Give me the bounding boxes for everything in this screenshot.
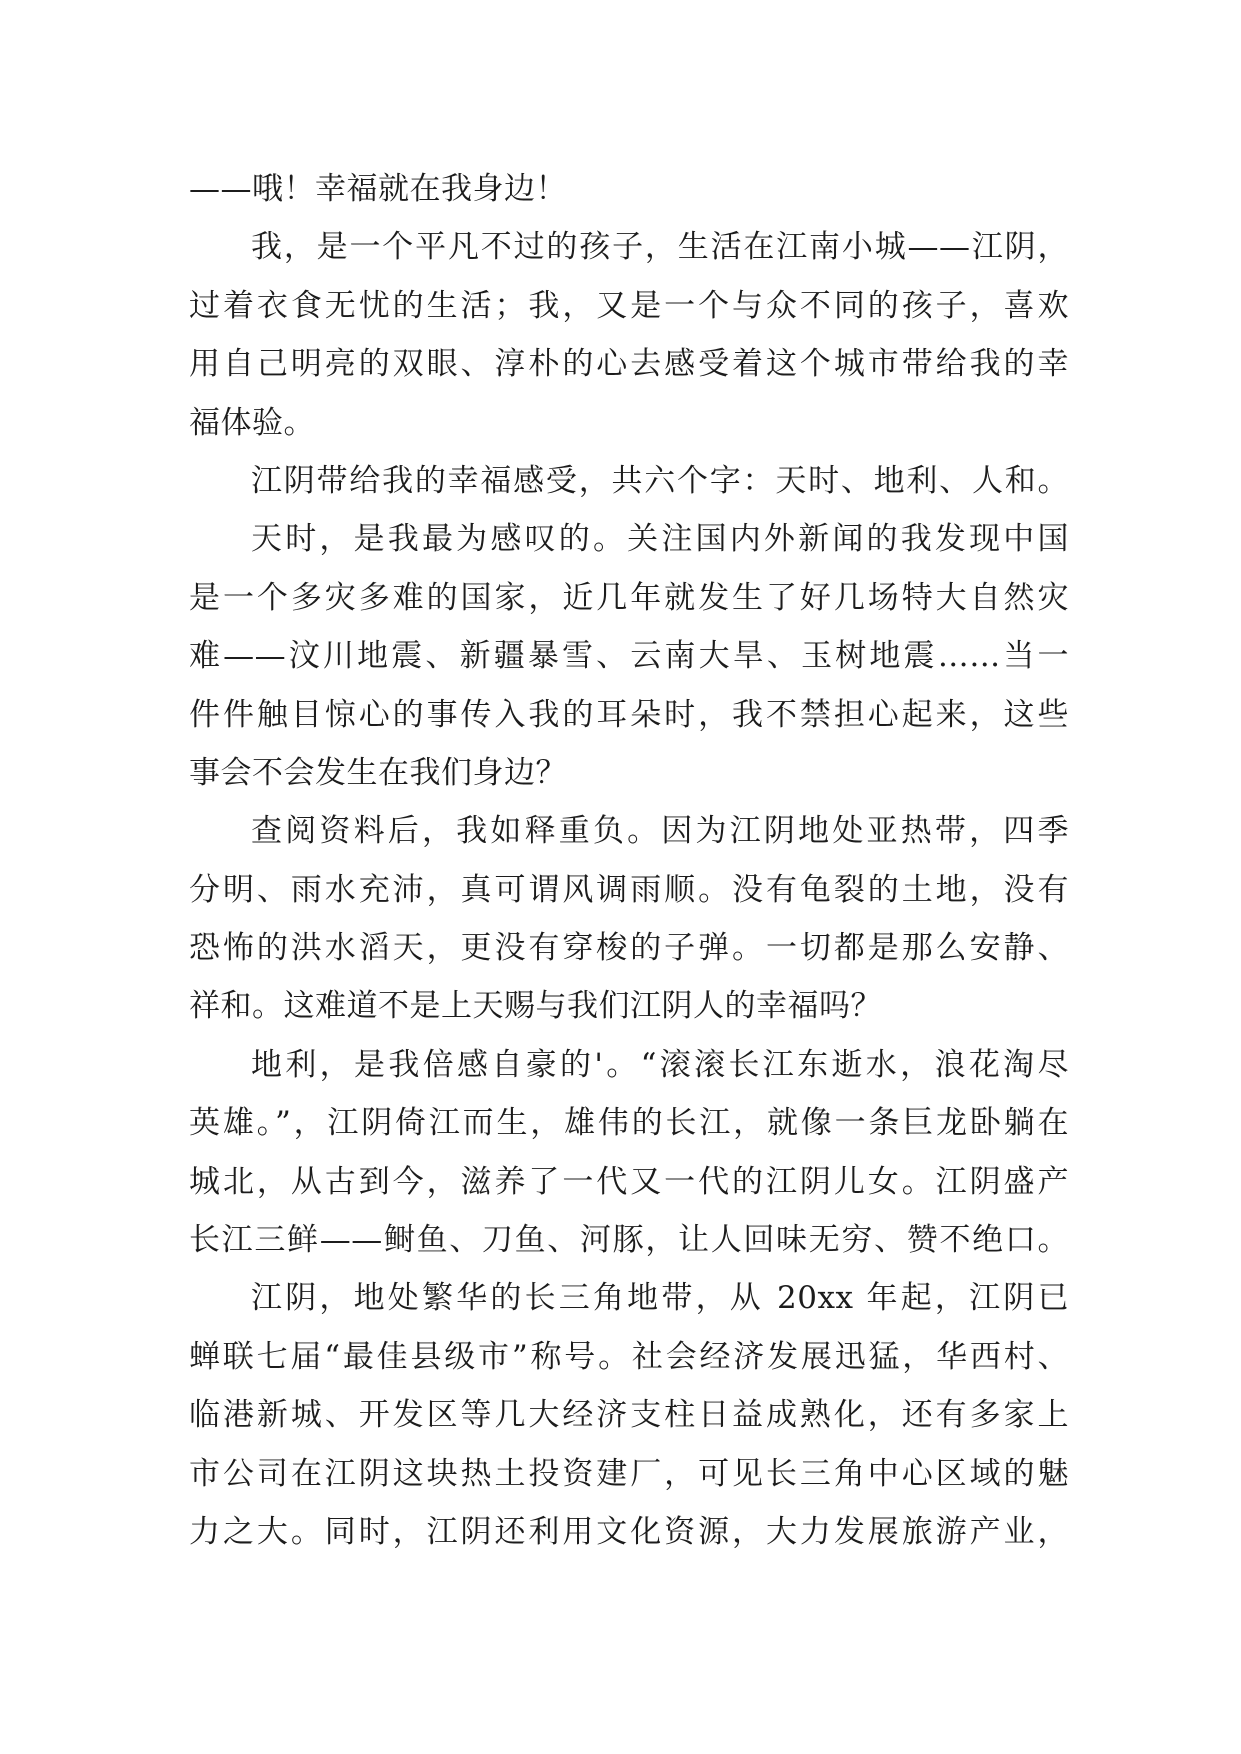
text-line: 天时，是我最为感叹的。关注国内外新闻的我发现中国 (251, 521, 1069, 558)
text-line: 恐怖的洪水滔天，更没有穿梭的子弹。一切都是那么安静、 (189, 930, 1069, 967)
text-line: 难——汶川地震、新疆暴雪、云南大旱、玉树地震……当一 (189, 638, 1069, 675)
text-line: 江阴带给我的幸福感受，共六个字：天时、地利、人和。 (251, 462, 1069, 499)
text-line: 市公司在江阴这块热土投资建厂，可见长三角中心区域的魅 (189, 1455, 1069, 1492)
text-line: 用自己明亮的双眼、淳朴的心去感受着这个城市带给我的幸 (189, 346, 1069, 383)
text-line: 查阅资料后，我如释重负。因为江阴地处亚热带，四季 (251, 813, 1069, 850)
text-line: 城北，从古到今，滋养了一代又一代的江阴儿女。江阴盛产 (189, 1163, 1069, 1200)
text-line: 英雄。”，江阴倚江而生，雄伟的长江，就像一条巨龙卧躺在 (189, 1105, 1069, 1142)
text-line: 长江三鲜——鲥鱼、刀鱼、河豚，让人回味无穷、赞不绝口。 (189, 1222, 1069, 1259)
text-line: 分明、雨水充沛，真可谓风调雨顺。没有龟裂的土地，没有 (189, 871, 1069, 908)
text-line: 福体验。 (189, 404, 315, 441)
text-line: 是一个多灾多难的国家，近几年就发生了好几场特大自然灾 (189, 579, 1069, 616)
text-line: 事会不会发生在我们身边？ (189, 754, 567, 791)
text-line: 蝉联七届“最佳县级市”称号。社会经济发展迅猛，华西村、 (189, 1338, 1069, 1375)
text-line: 祥和。这难道不是上天赐与我们江阴人的幸福吗？ (189, 988, 882, 1025)
text-line: 临港新城、开发区等几大经济支柱日益成熟化，还有多家上 (189, 1397, 1069, 1434)
text-line: 力之大。同时，江阴还利用文化资源，大力发展旅游产业， (189, 1513, 1069, 1550)
text-line: 江阴，地处繁华的长三角地带，从 20xx 年起，江阴已 (251, 1280, 1069, 1317)
document-body (189, 160, 1069, 1561)
text-line: ——哦！幸福就在我身边！ (189, 171, 567, 207)
text-line: 过着衣食无忧的生活；我，又是一个与众不同的孩子，喜欢 (189, 287, 1069, 324)
text-line: 地利，是我倍感自豪的'。“滚滚长江东逝水，浪花淘尽 (251, 1046, 1069, 1083)
text-line: 我，是一个平凡不过的孩子，生活在江南小城——江阴， (251, 229, 1069, 266)
text-line: 件件触目惊心的事传入我的耳朵时，我不禁担心起来，这些 (189, 696, 1069, 733)
